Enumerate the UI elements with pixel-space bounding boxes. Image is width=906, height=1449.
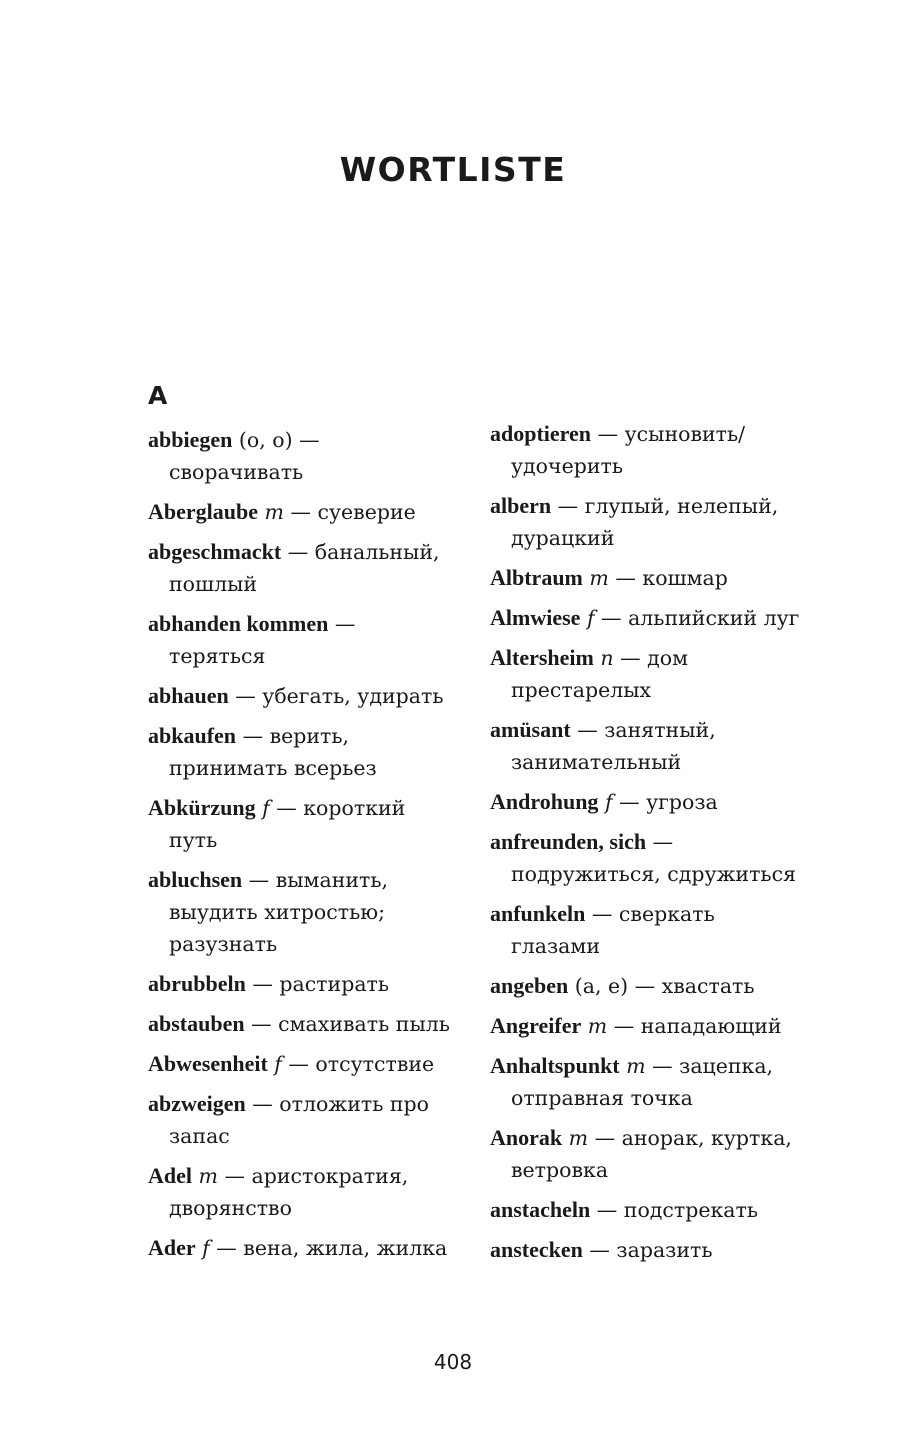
headword: abhauen [148, 683, 229, 708]
glossary-entry [490, 642, 810, 706]
translation: — усыновить/удочерить [511, 422, 746, 478]
headword: Anhaltspunkt [490, 1053, 620, 1078]
headword: angeben [490, 973, 569, 998]
headword: abzweigen [148, 1091, 246, 1116]
headword: amüsant [490, 717, 571, 742]
translation: — отсутствие [281, 1052, 435, 1076]
translation: — занятный, занимательный [511, 718, 716, 774]
glossary-entry [490, 602, 810, 634]
translation: — кошмар [608, 566, 728, 590]
translation: — вена, жила, жилка [209, 1236, 448, 1260]
headword: Angreifer [490, 1013, 582, 1038]
headword: anfreunden, sich [490, 829, 647, 854]
glossary-entry [148, 1008, 458, 1040]
gender-marker: m [619, 1054, 646, 1078]
glossary-entry [148, 1160, 458, 1224]
glossary-entry [490, 786, 810, 818]
headword: Almwiese [490, 605, 581, 630]
glossary-entry [490, 970, 810, 1002]
translation: — растирать [245, 972, 390, 996]
section-letter: A [148, 381, 168, 410]
glossary-entry [490, 418, 810, 482]
translation: — хвастать [628, 974, 755, 998]
headword: abbiegen [148, 427, 233, 452]
glossary-entry [490, 1050, 810, 1114]
headword: abstauben [148, 1011, 245, 1036]
translation: — угроза [612, 790, 718, 814]
glossary-entry [490, 490, 810, 554]
headword: anstecken [490, 1237, 583, 1262]
gender-marker: m [581, 1014, 608, 1038]
gender-marker: m [582, 566, 609, 590]
right-column [490, 418, 810, 1274]
glossary-entry [148, 496, 458, 528]
glossary-entry [148, 680, 458, 712]
gender-marker: n [593, 646, 614, 670]
glossary-entry [148, 1088, 458, 1152]
gender-marker: f [267, 1052, 282, 1076]
translation: — сворачивать [169, 428, 320, 484]
translation: — смахивать пыль [244, 1012, 450, 1036]
headword: abgeschmackt [148, 539, 282, 564]
left-column [148, 424, 458, 1272]
glossary-entry [490, 898, 810, 962]
headword: abkaufen [148, 723, 237, 748]
verb-forms: (o, o) [232, 428, 293, 452]
translation: — дом престарелых [511, 646, 689, 702]
gender-marker: f [195, 1236, 210, 1260]
headword: Altersheim [490, 645, 594, 670]
gender-marker: m [192, 1164, 218, 1188]
headword: anfunkeln [490, 901, 586, 926]
glossary-entry [490, 1194, 810, 1226]
headword: Abkürzung [148, 795, 256, 820]
translation: — нападающий [607, 1014, 782, 1038]
translation: — альпийский луг [594, 606, 800, 630]
translation: — теряться [169, 612, 356, 668]
translation: — суеверие [283, 500, 416, 524]
glossary-entry [490, 1010, 810, 1042]
glossary-entry [148, 424, 458, 488]
gender-marker: m [562, 1126, 589, 1150]
glossary-entry [148, 1232, 458, 1264]
page-title: WORTLISTE [339, 150, 567, 189]
headword: abhanden kommen [148, 611, 329, 636]
translation: — подстрекать [590, 1198, 759, 1222]
translation: — верить, принимать всерьез [169, 724, 377, 780]
page-number: 408 [433, 1350, 473, 1374]
glossary-entry [148, 720, 458, 784]
glossary-entry [490, 1234, 810, 1266]
glossary-entry [490, 826, 810, 890]
headword: Albtraum [490, 565, 583, 590]
glossary-entry [490, 714, 810, 778]
glossary-entry [148, 536, 458, 600]
glossary-entry [148, 608, 458, 672]
translation: — отложить про запас [169, 1092, 430, 1148]
verb-forms: (a, e) [568, 974, 629, 998]
translation: — анорак, куртка, ветровка [511, 1126, 792, 1182]
headword: Anorak [490, 1125, 563, 1150]
headword: Adel [148, 1163, 192, 1188]
translation: — выманить, выудить хитростью; разузнать [169, 868, 389, 956]
headword: anstacheln [490, 1197, 591, 1222]
glossary-entry [148, 968, 458, 1000]
glossary-entry [148, 864, 458, 960]
translation: — глупый, нелепый, дурацкий [511, 494, 779, 550]
headword: abrubbeln [148, 971, 246, 996]
gender-marker: m [258, 500, 284, 524]
translation: — сверкать глазами [511, 902, 715, 958]
headword: Ader [148, 1235, 196, 1260]
translation: — банальный, пошлый [169, 540, 440, 596]
translation: — заразить [582, 1238, 713, 1262]
translation: — подружиться, сдружиться [511, 830, 797, 886]
headword: albern [490, 493, 552, 518]
headword: adoptieren [490, 421, 592, 446]
gender-marker: f [580, 606, 595, 630]
glossary-entry [148, 1048, 458, 1080]
headword: Androhung [490, 789, 599, 814]
glossary-entry [148, 792, 458, 856]
translation: — убегать, удирать [228, 684, 444, 708]
headword: Abwesenheit [148, 1051, 268, 1076]
translation: — зацепка, отправная точка [511, 1054, 774, 1110]
gender-marker: f [598, 790, 613, 814]
gender-marker: f [255, 796, 270, 820]
glossary-entry [490, 1122, 810, 1186]
glossary-entry [490, 562, 810, 594]
translation: — короткий путь [169, 796, 406, 852]
headword: Aberglaube [148, 499, 258, 524]
headword: abluchsen [148, 867, 243, 892]
translation: — аристократия, дворянство [169, 1164, 409, 1220]
